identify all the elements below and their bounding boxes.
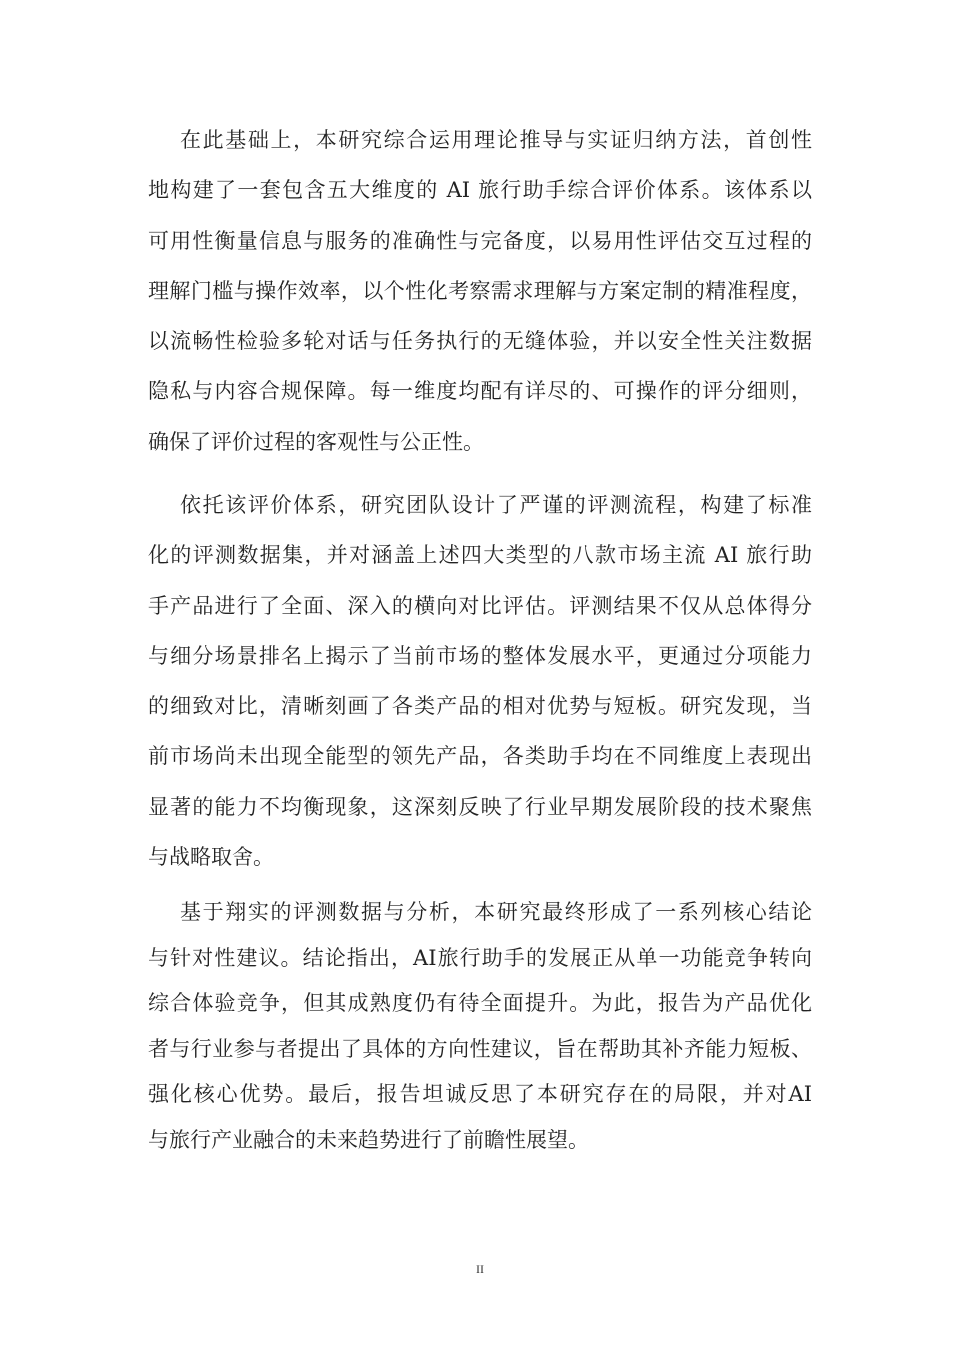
paragraph-conclusions: [148, 901, 812, 1175]
text-line: 前市场尚未出现全能型的领先产品，各类助手均在不同维度上表现出: [148, 744, 812, 769]
text-line: 者与行业参与者提出了具体的方向性建议，旨在帮助其补齐能力短板、: [148, 1036, 812, 1061]
text-line: 手产品进行了全面、深入的横向对比评估。评测结果不仅从总体得分: [148, 593, 812, 618]
text-line: 化的评测数据集，并对涵盖上述四大类型的八款市场主流 AI 旅行助: [148, 543, 812, 568]
page-number: II: [476, 1262, 484, 1276]
text-line: 与战略取舍。: [148, 845, 274, 870]
text-line: 基于翔实的评测数据与分析，本研究最终形成了一系列核心结论: [180, 900, 812, 924]
paragraph-evaluation-process: [148, 494, 812, 896]
text-line: 与针对性建议。结论指出，AI旅行助手的发展正从单一功能竞争转向: [148, 945, 812, 970]
text-line: 隐私与内容合规保障。每一维度均配有详尽的、可操作的评分细则，: [148, 379, 812, 404]
text-line: 与旅行产业融合的未来趋势进行了前瞻性展望。: [148, 1127, 589, 1152]
text-line: 在此基础上，本研究综合运用理论推导与实证归纳方法，首创性: [180, 128, 812, 152]
text-line: 与细分场景排名上揭示了当前市场的整体发展水平，更通过分项能力: [148, 643, 812, 668]
text-line: 依托该评价体系，研究团队设计了严谨的评测流程，构建了标准: [180, 493, 812, 517]
text-line: 强化核心优势。最后，报告坦诚反思了本研究存在的局限，并对AI: [148, 1082, 812, 1107]
text-line: 可用性衡量信息与服务的准确性与完备度，以易用性评估交互过程的: [148, 228, 812, 253]
text-line: 理解门槛与操作效率，以个性化考察需求理解与方案定制的精准程度，: [148, 278, 812, 303]
text-line: 地构建了一套包含五大维度的 AI 旅行助手综合评价体系。该体系以: [148, 178, 812, 203]
text-line: 的细致对比，清晰刻画了各类产品的相对优势与短板。研究发现，当: [148, 694, 812, 719]
text-line: 显著的能力不均衡现象，这深刻反映了行业早期发展阶段的技术聚焦: [148, 794, 812, 819]
text-line: 综合体验竞争，但其成熟度仍有待全面提升。为此，报告为产品优化: [148, 991, 812, 1016]
text-line: 以流畅性检验多轮对话与任务执行的无缝体验，并以安全性关注数据: [148, 329, 812, 354]
text-line: 确保了评价过程的客观性与公正性。: [148, 429, 484, 454]
paragraph-evaluation-framework: [148, 129, 812, 481]
